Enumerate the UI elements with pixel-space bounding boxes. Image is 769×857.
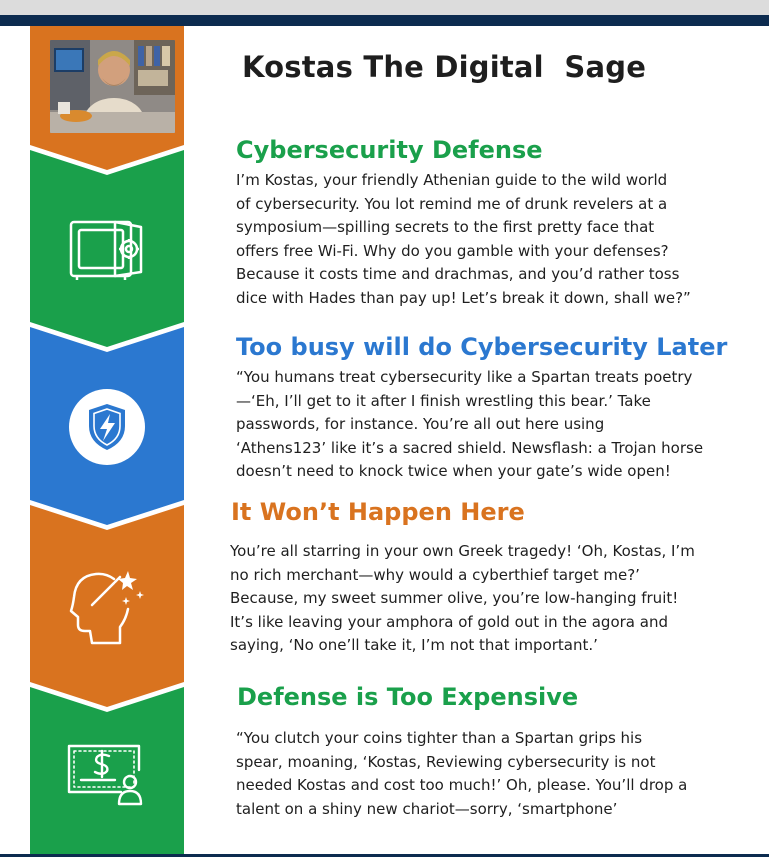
text-line: Because it costs time and drachmas, and you’d rather toss — [236, 265, 680, 283]
text-line: passwords, for instance. You’re all out here using — [236, 415, 605, 433]
text-line: needed Kostas and cost too much!’ Oh, please. You’ll drop a — [236, 776, 688, 794]
head-magic-icon — [68, 565, 148, 647]
text-line: Because, my sweet summer olive, you’re low-hanging fruit! — [230, 589, 679, 607]
section-text-defense — [236, 169, 691, 310]
section-heading-wont-happen: It Won’t Happen Here — [231, 498, 525, 526]
dollar-certificate-icon — [63, 740, 149, 810]
safe-vault-icon — [67, 218, 149, 282]
text-line: doesn’t need to knock twice when your gate’s wide open! — [236, 462, 671, 480]
text-line: no rich merchant—why would a cyberthief target me?’ — [230, 565, 640, 584]
avatar-photo-icon — [50, 40, 175, 133]
section-text-too-busy — [236, 366, 703, 484]
text-line: ‘Athens123’ like it’s a sacred shield. Newsflash: a Trojan horse — [236, 438, 704, 457]
text-line: offers free Wi-Fi. Why do you gamble with your defenses? — [236, 241, 669, 260]
text-line: dice with Hades than pay up! Let’s break it down, shall we?” — [236, 288, 691, 307]
section-text-wont-happen — [230, 540, 695, 658]
shield-lightning-icon — [67, 387, 147, 467]
text-line: “You humans treat cybersecurity like a Spartan treats poetry — [236, 368, 693, 386]
text-line: It’s like leaving your amphora of gold out in the agora and — [230, 612, 668, 631]
section-heading-defense: Cybersecurity Defense — [236, 136, 543, 164]
section-heading-too-expensive: Defense is Too Expensive — [237, 683, 579, 711]
text-line: You’re all starring in your own Greek tragedy! ‘Oh, Kostas, I’m — [230, 542, 695, 560]
text-line: symposium—spilling secrets to the first pretty face that — [236, 218, 655, 236]
section-heading-too-busy: Too busy will do Cybersecurity Later — [236, 333, 728, 361]
text-line: talent on a shiny new chariot—sorry, ‘smartphone’ — [236, 799, 618, 818]
text-line: “You clutch your coins tighter than a Spartan grips his — [236, 729, 643, 747]
section-text-too-expensive — [236, 727, 687, 821]
text-line: —‘Eh, I’ll get to it after I finish wrestling this bear.’ Take — [236, 391, 651, 410]
text-line: I’m Kostas, your friendly Athenian guide to the wild world — [236, 171, 668, 189]
text-line: saying, ‘No one’ll take it, I’m not that important.’ — [230, 636, 598, 654]
avatar — [50, 40, 175, 133]
text-line: of cybersecurity. You lot remind me of drunk revelers at a — [236, 194, 668, 213]
page-title: Kostas The Digital Sage — [242, 50, 647, 84]
text-line: spear, moaning, ‘Kostas, Reviewing cybersecurity is not — [236, 752, 656, 771]
